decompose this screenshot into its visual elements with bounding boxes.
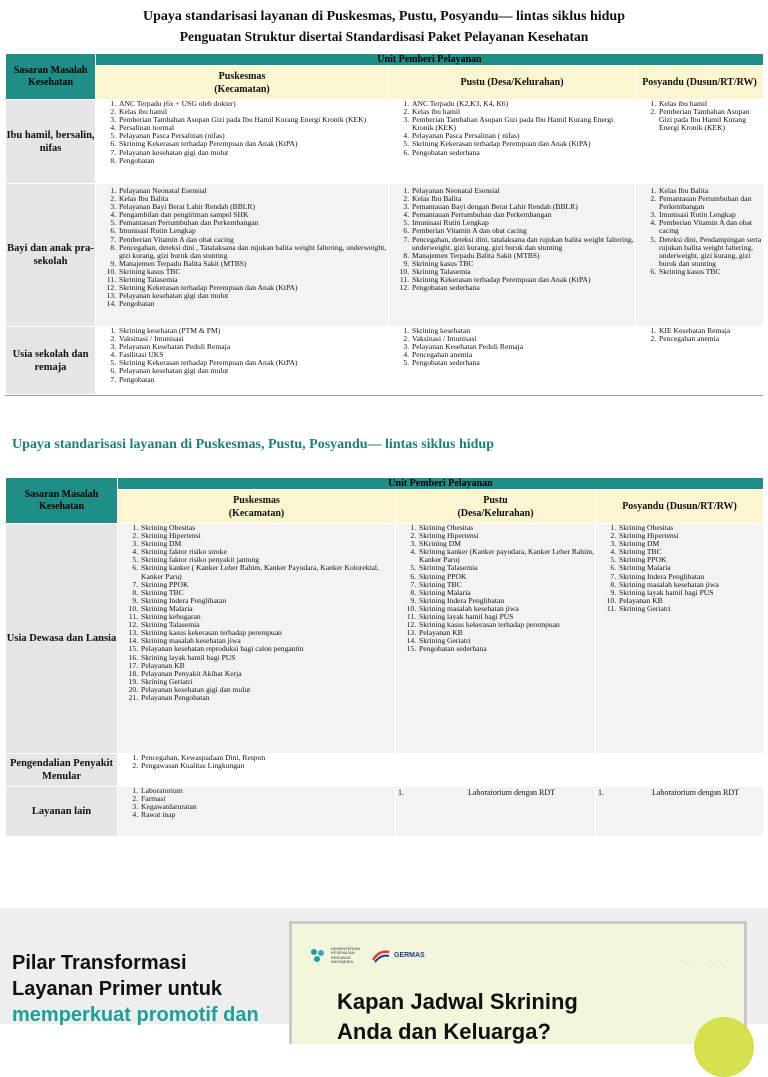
header-sasaran: Sasaran Masalah Kesehatan [6,478,118,524]
list-item: 18. Pelayanan Penyakit Akibat Kerja [140,670,395,678]
header-unit: Unit Pemberi Pelayanan [96,54,764,66]
header-sasaran: Sasaran Masalah Kesehatan [6,54,96,100]
list-item: 2. Kelas Ibu Balita [118,195,388,203]
divider [5,395,763,396]
header-posyandu: Posyandu (Dusun/RT/RW) [596,490,764,524]
list-item: 6. Pengobatan sederhana [411,149,635,157]
list-item: 12. Skrining kasus kekerasan terhadap perempuan [418,621,595,629]
list-item: 4. Pemberian Vitamin A dan obat cacing [658,219,763,235]
page-subtitle: Penguatan Struktur disertai Standardisasi Paket Pelayanan Kesehatan [179,29,589,44]
list-item: 5. Deteksi dini, Pendampingan serta rujukan balita weight faltering, underweight, gizi kurang, gizi buruk dan stunting [658,236,763,268]
list-item: 7. Skrining Indera Penglihatan [618,573,763,581]
table-row [6,787,764,837]
list-item: 19. Skrining Geriatri [140,678,395,686]
list-item: 15. Pelayanan kesehatan reproduksi bagi calon pengantin [140,645,395,653]
list-item: 10. Skrining Talasemia [411,268,635,276]
list-item: 1. Skrining kesehatan (PTM & PM) [118,327,388,335]
list-item: 5. Pengobatan sederhana [411,359,635,367]
row-label: Ibu hamil, bersalin, nifas [6,100,96,184]
list-item: 2. Vaksinasi / Imunisasi [118,335,388,343]
list-item: 7. Pencegahan, deteksi dini, tatalaksana dan rujukan balita weight faltering, underweight, gizi kurang, gizi buruk dan stunting [411,236,635,252]
list-item: 5. Skrining Talasemia [418,564,595,572]
header-puskesmas: Puskesmas (Kecamatan) [118,490,396,524]
list-item: 1. Skrining Obesitas [140,524,395,532]
list-item: 2. Skrining Hipertensi [418,532,595,540]
list-item: 8. Pengobatan [118,157,388,165]
list-item: 3. Pemberian Tambahan Asupan Gizi pada Ibu Hamil Kurang Energi Kronik (KEK) [411,116,635,132]
promo-banner [0,908,768,1044]
list-item: 13. Pelayanan kesehatan gigi dan mulut [118,292,388,300]
list-item: 2. Kelas ibu hamil [411,108,635,116]
table-row [6,327,764,395]
list-item: 9. Skrining Indera Penglihatan [418,597,595,605]
posyandu-cell: 1. Laboratorium dengan RDT [596,787,764,837]
list-item: 1. Pelayanan Neonatal Esensial [411,187,635,195]
list-item: 9. Skrining Indera Penglihatan [140,597,395,605]
table-row [6,754,764,787]
posyandu-cell [636,327,764,395]
list-item: 2. Kelas Ibu Balita [411,195,635,203]
list-item: 3. Pemberian Tambahan Asupan Gizi pada Ibu Hamil Kurang Energi Kronik (KEK) [118,116,388,124]
list-item: 7. Pemberian Vitamin A dan obat cacing [118,236,388,244]
list-item: 2. Vaksinasi / Imunisasi [411,335,635,343]
list-item: 12. Skrining Talasemia [140,621,395,629]
list-item: 4. Pencegahan anemia [411,351,635,359]
decorative-dots: ∙∙∙ ∙∙∙ [679,955,734,966]
service-table-1 [5,53,764,395]
list-item: 2. Skrining Hipertensi [618,532,763,540]
posyandu-cell [636,184,764,327]
row-label: Bayi dan anak pra-sekolah [6,184,96,327]
list-item: 11. Skrining Talasemia [118,276,388,284]
row-label: Pengendalian Penyakit Menular [6,754,118,787]
list-item: 4. Skrining TBC [618,548,763,556]
list-item: 1. Kelas Ibu Balita [658,187,763,195]
list-item: 12. Skrining Kekerasan terhadap Perempuan dan Anak (KtPA) [118,284,388,292]
germas-logo: GERMAS [371,948,425,964]
list-item: 2. Skrining Hipertensi [140,532,395,540]
posyandu-cell [636,100,764,184]
kemkes-icon [309,948,327,964]
posyandu-cell [596,754,764,787]
list-item: 9. Skrining layak hamil bagi PUS [618,589,763,597]
list-item: 1. ANC Terpadu (6x + USG oleh dokter) [118,100,388,108]
banner-headline: Pilar Transformasi Layanan Primer untuk memperkuat promotif dan [12,952,259,1026]
list-item: 7. Skrining PPOK [140,581,395,589]
card-title: Kapan Jadwal Skrining Anda dan Keluarga? [337,989,578,1044]
list-item: 20. Pelayanan kesehatan gigi dan mulut [140,686,395,694]
list-item: 3. Kegawatdaruratan [140,803,395,811]
list-item: 10. Skrining masalah kesehatan jiwa [418,605,595,613]
list-item: 10. Skrining Malaria [140,605,395,613]
header-posyandu: Posyandu (Dusun/RT/RW) [636,66,764,100]
list-item: 3. Pelayanan Kesehatan Peduli Remaja [118,343,388,351]
list-item: 4. Persalinan normal [118,124,388,132]
list-item: 11. Skrining layak hamil bagi PUS [418,613,595,621]
row-label: Usia sekolah dan remaja [6,327,96,395]
list-item: 5. Pelayanan Pasca Persalinan (nifas) [118,132,388,140]
list-item: 16. Skrining layak hamil bagi PUS [140,654,395,662]
list-item: 5. Skrining Kekerasan terhadap Perempuan dan Anak (KtPA) [118,359,388,367]
list-item: 6. Skrining kasus TBC [658,268,763,276]
list-item: 13. Skrining kasus kekerasan terhadap perempuan [140,629,395,637]
list-item: 1. Skrining Obesitas [418,524,595,532]
list-item: 5. Skrining faktor risiko penyakit jantung [140,556,395,564]
list-item: 8. Skrining TBC [140,589,395,597]
promo-card [289,921,747,1044]
list-item: 4. Pemantauan Pertumbuhan dan Perkembangan [411,211,635,219]
list-item: 6. Pelayanan kesehatan gigi dan mulut [118,367,388,375]
list-item: 1. Pelayanan Neonatal Esensial [118,187,388,195]
list-item: 6. Skrining PPOK [418,573,595,581]
header-unit: Unit Pemberi Pelayanan [118,478,764,490]
list-item: 10. Skrining kasus TBC [118,268,388,276]
list-item: 21. Pelayanan Pengobatan [140,694,395,702]
puskesmas-cell [96,184,389,327]
puskesmas-cell [96,327,389,395]
list-item: 2. Pencegahan anemia [658,335,763,343]
kemkes-logo: KEMENTERIAN KESEHATAN REPUBLIK INDONESIA [309,947,361,965]
list-item: 14. Pengobatan [118,300,388,308]
list-item: 7. Skrining TBC [418,581,595,589]
list-item: 7. Pelayanan kesehatan gigi dan mulut [118,149,388,157]
section-title: Upaya standarisasi layanan di Puskesmas, Pustu, Posyandu— lintas siklus hidup [12,437,495,452]
table-row [6,524,764,754]
list-item: 2. Pemantauan Pertumbuhan dan Perkembangan [658,195,763,211]
list-item: 6. Pemberian Vitamin A dan obat cacing [411,227,635,235]
list-item: 4. Rawat inap [140,811,395,819]
list-item: 3. Pemantauan Bayi dengan Berat Lahir Rendah (BBLR) [411,203,635,211]
table-row [6,100,764,184]
list-item: 6. Skrining Kekerasan terhadap Perempuan dan Anak (KtPA) [118,140,388,148]
list-item: 13. Pelayanan KB [418,629,595,637]
list-item: 4. Skrining kanker (Kanker payudara, Kanker Leher Rahim, Kanker Paru) [418,548,595,564]
list-item: 11. Skrining Geriatri [618,605,763,613]
list-item: 17. Pelayanan KB [140,662,395,670]
list-item: 1. KIE Kesehatan Remaja [658,327,763,335]
header-puskesmas: Puskesmas (Kecamatan) [96,66,389,100]
list-item: 11. Skrining kebugaran [140,613,395,621]
list-item: 4. Fasilitasi UKS [118,351,388,359]
puskesmas-cell [96,100,389,184]
list-item: 2. Pemberian Tambahan Asupan Gizi pada Ibu Hamil Kurang Energi Kronik (KEK) [658,108,763,132]
list-item: 4. Pelayanan Pasca Persalinan ( nifas) [411,132,635,140]
list-item: 1. ANC Terpadu (K2,K3, K4, K6) [411,100,635,108]
list-item: 6. Skrining kanker ( Kanker Leher Rahim, Kanker Payudara, Kanker Kolorektal, Kanker Paru) [140,564,395,580]
puskesmas-cell [118,754,396,787]
list-item: 2. Pengawasan Kualitas Lingkungan [140,762,395,770]
list-item: 15. Pengobatan sederhana [418,645,595,653]
list-item: 5. Imunisasi Rutin Lengkap [411,219,635,227]
list-item: 3. Pelayanan Bayi Berat Lahir Rendah (BBLR) [118,203,388,211]
list-item: 3. Pelayanan Kesehatan Peduli Remaja [411,343,635,351]
list-item: 11. Skrining Kekerasan terhadap Perempuan dan Anak (KtPA) [411,276,635,284]
pustu-cell [389,184,636,327]
list-item: 2. Kelas ibu hamil [118,108,388,116]
list-item: 1. Pencegahan, Kewaspadaan Dini, Respon [140,754,395,762]
list-item: 6. Skrining Malaria [618,564,763,572]
pustu-cell [389,100,636,184]
list-item: 3. Skrining DM [140,540,395,548]
list-item: 1. Laboratorium [140,787,395,795]
list-item: 4. Skrining faktor risiko stroke [140,548,395,556]
list-item: 8. Skrining masalah kesehatan jiwa [618,581,763,589]
list-item: 10. Pelayanan KB [618,597,763,605]
header-pustu: Pustu (Desa/Kelurahan) [396,490,596,524]
list-item: 5. Pemantauan Pertumbuhan dan Perkembangan [118,219,388,227]
list-item: 14. Skrining masalah kesehatan jiwa [140,637,395,645]
list-item: 9. Manajemen Terpadu Balita Sakit (MTBS) [118,260,388,268]
row-label: Layanan lain [6,787,118,837]
list-item: 1. Kelas ibu hamil [658,100,763,108]
list-item: 6. Imunisasi Rutin Lengkap [118,227,388,235]
list-item: 3. Skrining DM [618,540,763,548]
list-item: 8. Manajemen Terpadu Balita Sakit (MTBS) [411,252,635,260]
pustu-cell [396,524,596,754]
list-item: 5. Skrining PPOK [618,556,763,564]
pustu-cell [396,754,596,787]
table-row [6,184,764,327]
puskesmas-cell [118,524,396,754]
header-pustu: Pustu (Desa/Kelurahan) [389,66,636,100]
list-item: 1. Skrining kesehatan [411,327,635,335]
list-item: 8. Pencegahan, deteksi dini , Tatalaksana dan rujukan balita weight faltering, underweight, gizi kurang, gizi buruk dan stunting [118,244,388,260]
list-item: 7. Pengobatan [118,376,388,384]
list-item: 1. Skrining Obesitas [618,524,763,532]
posyandu-cell [596,524,764,754]
list-item: 3. Imunisasi Rutin Lengkap [658,211,763,219]
puskesmas-cell [118,787,396,837]
germas-icon [371,948,391,964]
decorative-circle [694,1017,754,1077]
list-item: 9. Skrining kasus TBC [411,260,635,268]
list-item: 2. Farmasi [140,795,395,803]
service-table-2 [5,477,764,837]
list-item: 8. Skrining Malaria [418,589,595,597]
list-item: 14. Skrining Geriatri [418,637,595,645]
list-item: 4. Pengambilan dan pengiriman sampel SHK [118,211,388,219]
pustu-cell: 1. Laboratorium dengan RDT [396,787,596,837]
page-title: Upaya standarisasi layanan di Puskesmas, Pustu, Posyandu— lintas siklus hidup [142,9,625,24]
list-item: 3. SKrining DM [418,540,595,548]
row-label: Usia Dewasa dan Lansia [6,524,118,754]
list-item: 5. Skrining Kekerasan terhadap Perempuan dan Anak (KtPA) [411,140,635,148]
list-item: 12. Pengobatan sederhana [411,284,635,292]
pustu-cell [389,327,636,395]
